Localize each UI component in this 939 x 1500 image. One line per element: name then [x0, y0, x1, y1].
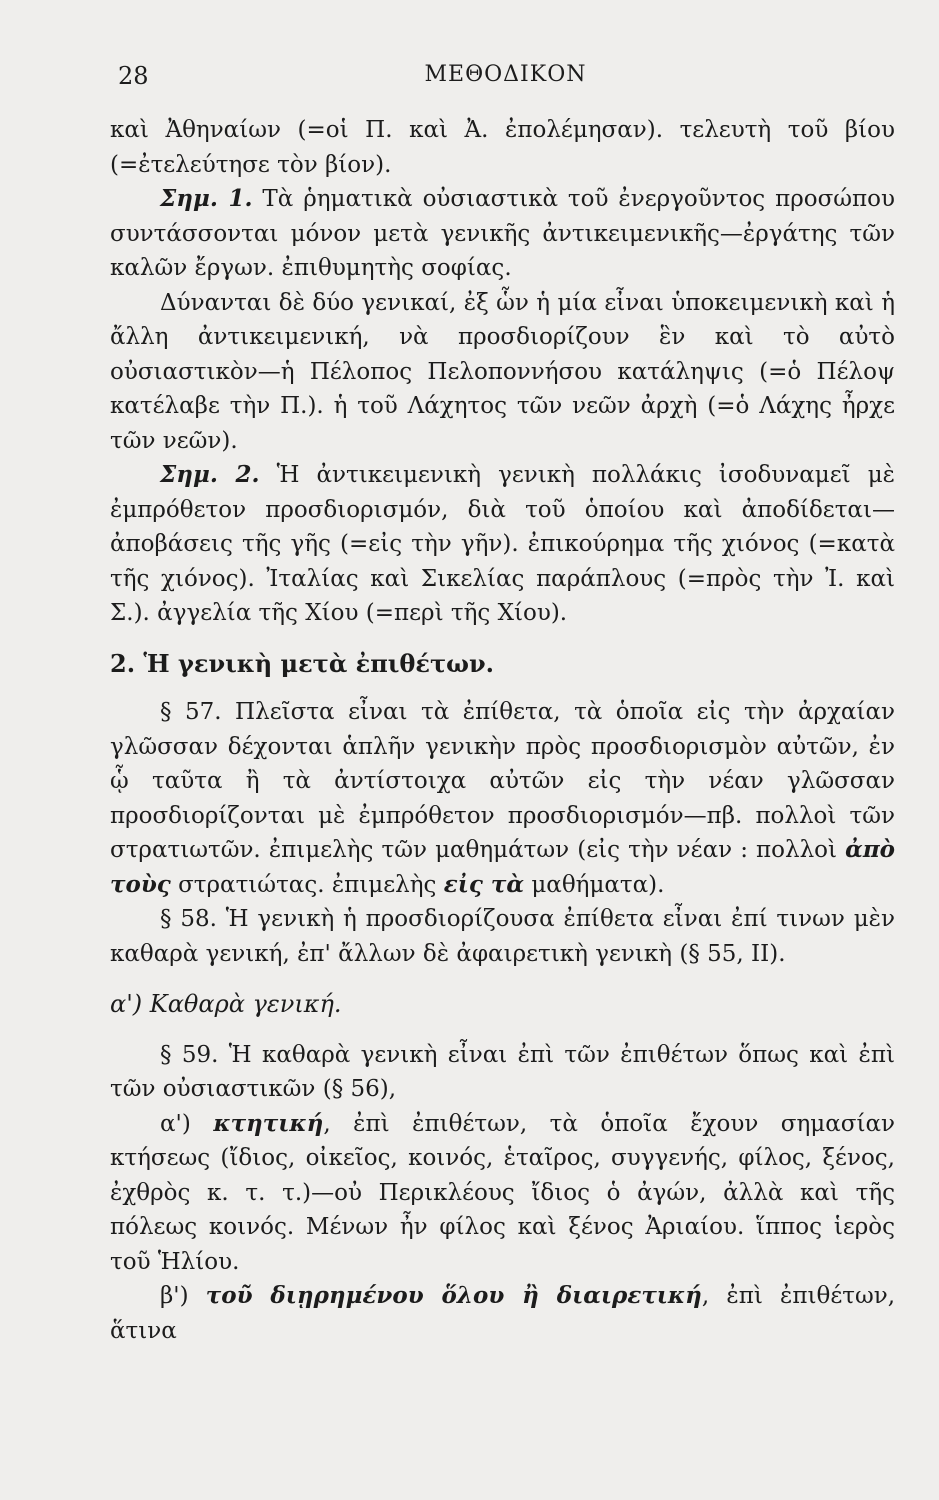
emphasis: κτητική [213, 1109, 324, 1137]
paragraph [110, 182, 895, 286]
emphasis: τοῦ διῃρημένου ὅλου ἢ διαιρετική [205, 1282, 702, 1309]
section-heading: 2. Ἡ γενικὴ μετὰ ἐπιθέτων. [110, 648, 495, 678]
item-label: β') [160, 1283, 206, 1309]
subsection-heading: α') Καθαρὰ γενική. [110, 990, 342, 1018]
paragraph: Δύνανται δὲ δύο γενικαί, ἐξ ὧν ἡ μία εἶναι ὑποκειμενικὴ καὶ ἡ ἄλλη ἀντικειμενική, νὰ προσδιορίζουν ἓν καὶ τὸ αὐτὸ οὐσιαστικὸν—ἡ Πέλοπος Πελοποννήσου κατάληψις (=ὁ Πέλοψ κατέλαβε τὴν Π.). ἡ τοῦ Λάχητος τῶν νεῶν ἀρχὴ (=ὁ Λάχης ἦρχε τῶν νεῶν). [110, 289, 895, 454]
paragraph [110, 1107, 895, 1280]
paragraph: καὶ Ἀθηναίων (=οἱ Π. καὶ Ἀ. ἐπολέμησαν). τελευτὴ τοῦ βίου (=ἐτελεύτησε τὸν βίον). [110, 117, 895, 178]
paragraph-text: , ἐπὶ ἐπιθέτων, τὰ ὁποῖα ἔχουν σημασίαν κτήσεως (ἴδιος, οἰκεῖος, κοινός, ἑταῖρος, συγγενής, φίλος, ξένος, ἐχθρὸς κ. τ. τ.)—οὐ Περικλέους ἴδιος ὁ ἀγών, ἀλλὰ καὶ τῆς πόλεως κοινός. Μένων ἦν φίλος καὶ ξένος Ἀριαίου. ἵππος ἱερὸς τοῦ Ἡλίου. [110, 1110, 895, 1275]
paragraph-text: , ἐπὶ ἐπιθέτων, ἅτινα [110, 1283, 896, 1344]
item-label: α') [160, 1110, 214, 1137]
note-label: Σημ. 2. [160, 461, 260, 488]
emphasis: ἀπὸ τοὺς [110, 836, 895, 898]
paragraph-text: Τὰ ῥηματικὰ οὐσιαστικὰ τοῦ ἐνεργοῦντος προσώπου συντάσσονται μόνον μετὰ γενικῆς ἀντικειμενικῆς—ἐργάτης τῶν καλῶν ἔργων. ἐπιθυμητὴς σοφίας. [110, 186, 895, 281]
page-header [118, 62, 893, 98]
page-number: 28 [118, 62, 149, 90]
running-title: ΜΕΘΟΔΙΚΟΝ [424, 62, 587, 87]
paragraph [110, 458, 895, 631]
paragraph: § 58. Ἡ γενικὴ ἡ προσδιορίζουσα ἐπίθετα εἶναι ἐπί τινων μὲν καθαρὰ γενική, ἐπ' ἄλλων δὲ ἀφαιρετικὴ γενικὴ (§ 55, II). [110, 906, 895, 967]
body-text [110, 113, 895, 1348]
paragraph-text: μαθήματα). [524, 871, 665, 898]
paragraph-text: § 57. Πλεῖστα εἶναι τὰ ἐπίθετα, τὰ ὁποῖα εἰς τὴν ἀρχαίαν γλῶσσαν δέχονται ἁπλῆν γενικὴν πρὸς προσδιορισμὸν αὐτῶν, ἐν ᾧ ταῦτα ἢ τὰ ἀντίστοιχα αὐτῶν εἰς τὴν νέαν γλῶσσαν προσδιορίζονται μὲ ἐμπρόθετον προσδιορισμόν—πβ. πολλοὶ τῶν στρατιωτῶν. ἐπιμελὴς τῶν μαθημάτων (εἰς τὴν νέαν : πολλοὶ [110, 699, 895, 863]
emphasis: εἰς τὰ [443, 870, 525, 898]
paragraph-text: στρατιώτας. ἐπιμελὴς [170, 871, 444, 898]
paragraph [110, 1279, 895, 1348]
note-label: Σημ. 1. [160, 185, 253, 212]
paragraph: § 59. Ἡ καθαρὰ γενικὴ εἶναι ἐπὶ τῶν ἐπιθέτων ὅπως καὶ ἐπὶ τῶν οὐσιαστικῶν (§ 56), [110, 1041, 895, 1102]
paragraph-text: Ἡ ἀντικειμενικὴ γενικὴ πολλάκις ἰσοδυναμεῖ μὲ ἐμπρόθετον προσδιορισμόν, διὰ τοῦ ὁποίου καὶ ἀποδίδεται—ἀποβάσεις τῆς γῆς (=εἰς τὴν γῆν). ἐπικούρημα τῆς χιόνος (=κατὰ τῆς χιόνος). Ἰταλίας καὶ Σικελίας παράπλους (=πρὸς τὴν Ἰ. καὶ Σ.). ἀγγελία τῆς Χίου (=περὶ τῆς Χίου). [110, 462, 896, 626]
paragraph [110, 695, 895, 902]
